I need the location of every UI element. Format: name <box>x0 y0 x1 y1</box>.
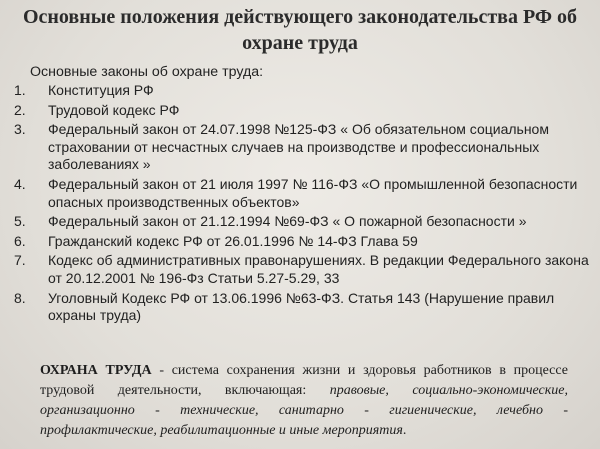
list-item-text: Кодекс об административных правонарушениях. В редакции Федерального закона от 20.12.2001 № 196-Фз Статьи 5.27-5.29, 33 <box>48 252 589 286</box>
laws-heading: Основные законы об охране труда: <box>30 64 264 80</box>
list-item-text: Уголовный Кодекс РФ от 13.06.1996 №63-ФЗ. Статья 143 (Нарушение правил охраны труда) <box>48 289 555 324</box>
list-item <box>14 252 594 287</box>
title-line-2: охране труда <box>242 32 358 54</box>
list-item-number: 1. <box>14 82 26 98</box>
definition-body: - система сохранения жизни и здоровья работников в процессе трудовой деятельности, включающая: <box>40 363 568 398</box>
list-item-number: 6. <box>14 232 26 249</box>
list-item <box>14 176 594 211</box>
list-item <box>14 82 594 100</box>
list-item <box>14 213 594 231</box>
list-item <box>14 233 594 251</box>
definition-paragraph <box>40 361 568 441</box>
list-item-number: 3. <box>14 121 26 138</box>
list-item-text: Федеральный закон от 21 июля 1997 № 116-ФЗ «О промышленной безопасности опасных производственных объектов» <box>48 175 578 210</box>
title-line-1: Основные положения действующего законодательства РФ об <box>22 6 578 28</box>
list-item-number: 7. <box>14 252 26 269</box>
list-item-text: Трудовой кодекс РФ <box>48 101 180 118</box>
list-item-number: 4. <box>14 175 26 192</box>
list-item-number: 2. <box>14 101 26 118</box>
list-item-number: 5. <box>14 213 26 230</box>
list-item-text: Федеральный закон от 24.07.1998 №125-ФЗ « Об обязательном социальном страховании от несчастных случаев на производстве и профессиональных заболеваниях » <box>48 121 549 173</box>
definition-items: правовые, социально-экономические, организационно - технические, санитарно - гигиенические, лечебно - профилактические, реабилитационные и иные мероприятия <box>40 383 569 438</box>
list-item <box>14 102 594 120</box>
list-item-text: Гражданский кодекс РФ от 26.01.1996 № 14-ФЗ Глава 59 <box>48 232 418 249</box>
list-item-text: Федеральный закон от 21.12.1994 №69-ФЗ « О пожарной безопасности » <box>48 213 527 230</box>
definition-end: . <box>402 423 407 438</box>
list-item <box>14 290 594 325</box>
list-item-number: 8. <box>14 289 26 306</box>
page-title <box>0 4 600 56</box>
list-item-text: Конституция РФ <box>48 82 154 98</box>
definition-term: ОХРАНА ТРУДА <box>40 363 152 378</box>
laws-list <box>14 82 594 327</box>
list-item <box>14 121 594 174</box>
